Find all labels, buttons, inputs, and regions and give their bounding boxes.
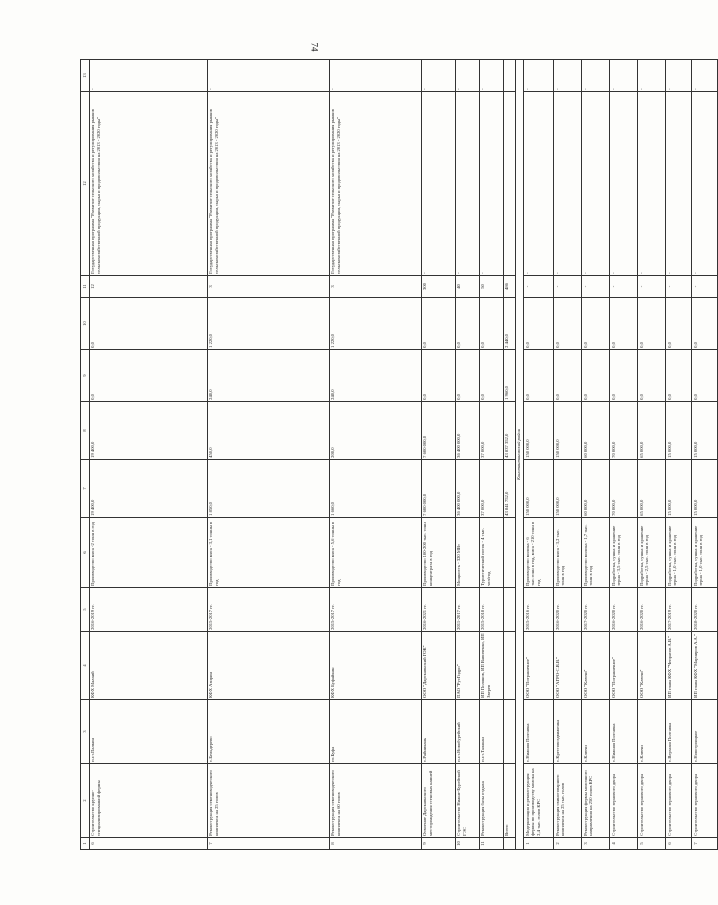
table-cell: -: [692, 276, 718, 298]
table-cell: 15 000,0: [692, 402, 718, 460]
table-cell: Реконструкция фермы молочного направления на 250 голов КРС: [582, 764, 610, 838]
table-row: [479, 60, 503, 850]
table-cell: 9: [421, 838, 455, 850]
table-cell: 2 440,0: [503, 298, 515, 350]
investment-projects-table: [80, 59, 718, 850]
table-cell: 15 000,0: [666, 402, 692, 460]
table-row: [638, 60, 666, 850]
table-cell: [503, 92, 515, 276]
table-cell: Производство 100-200 тыс. тонн концентрата в год: [421, 518, 455, 588]
table-cell: п.г.т.Палкин: [89, 700, 207, 764]
table-cell: [503, 632, 515, 700]
table-row: [421, 60, 455, 850]
table-cell: -: [582, 60, 610, 92]
table-cell: 7 600 000,0: [421, 402, 455, 460]
table-cell: Реконструкция семеноводческого комплекса на 25 голов: [207, 764, 329, 838]
table-cell: 0,0: [610, 298, 638, 350]
table-cell: 0,0: [455, 350, 479, 402]
table-cell: Государственная программа "Развитие сельского хозяйства и регулирования рынков сельскохозяйственной продукции, сырья и продовольствия на 2013 - 2020 годы": [89, 92, 207, 276]
table-cell: -: [421, 92, 455, 276]
table-cell: Подработка, сушка и хранение зерна - 1,0 тыс. тонн в год: [692, 518, 718, 588]
table-cell: 11: [479, 838, 503, 850]
table-cell: -: [582, 276, 610, 298]
table-cell: ООО "Пограничное": [610, 632, 638, 700]
table-cell: 70 000,0: [610, 402, 638, 460]
table-row: [610, 60, 638, 850]
table-cell: 3: [582, 838, 610, 850]
table-cell: 43 837 352,0: [503, 402, 515, 460]
table-cell: 2016-2020 гг.: [638, 588, 666, 632]
table-cell: -: [638, 92, 666, 276]
table-cell: ООО "Пограничное": [524, 632, 554, 700]
table-cell: ИП глава КФХ "Чепрасов А.В.": [666, 632, 692, 700]
table-cell: -: [479, 60, 503, 92]
table-cell: -: [524, 92, 554, 276]
table-cell: ПАО "РусГидро": [455, 632, 479, 700]
table-cell: 0,0: [479, 298, 503, 350]
table-cell: 240,0: [329, 350, 421, 402]
table-cell: 36 400 000,0: [455, 402, 479, 460]
table-cell: с.Нижняя Полтавка: [524, 700, 554, 764]
column-number-cell: 8: [81, 402, 90, 460]
table-cell: -: [554, 60, 582, 92]
table-cell: Производство мяса - 3,2 тыс. тонн в год: [554, 518, 582, 588]
table-cell: 60 000,0: [582, 402, 610, 460]
table-cell: Реконструкция базы отдыха: [479, 764, 503, 838]
table-cell: -: [524, 276, 554, 298]
table-cell: Мощность - 320 МВт: [455, 518, 479, 588]
table-cell: с.Новотроицкое: [692, 700, 718, 764]
table-cell: -: [455, 60, 479, 92]
column-number-cell: 12: [81, 92, 90, 276]
table-cell: 2015-2018 гг.: [479, 588, 503, 632]
table-cell: -: [479, 92, 503, 276]
column-number-cell: 10: [81, 298, 90, 350]
table-cell: 0,0: [421, 350, 455, 402]
table-cell: 7: [692, 838, 718, 850]
table-cell: Строительство зернового двора: [666, 764, 692, 838]
table-cell: -: [207, 60, 329, 92]
table-cell: 2016-2021 гг.: [421, 588, 455, 632]
table-cell: 150 000,0: [554, 402, 582, 460]
table-cell: 0,0: [692, 298, 718, 350]
table-cell: -: [455, 92, 479, 276]
table-cell: п.г.т.Новобурейский: [455, 700, 479, 764]
table-cell: [503, 588, 515, 632]
column-number-cell: 11: [81, 276, 90, 298]
table-cell: 6: [666, 838, 692, 850]
table-cell: 0,0: [638, 298, 666, 350]
table-cell: -: [554, 276, 582, 298]
table-cell: с.Ключи: [582, 700, 610, 764]
table-cell: 15 000,0: [666, 460, 692, 518]
table-cell: 7 600 000,0: [421, 460, 455, 518]
table-cell: 65 000,0: [638, 460, 666, 518]
table-cell: -: [524, 60, 554, 92]
table-cell: Строительство зернового двора: [692, 764, 718, 838]
table-cell: Производство молока - 1,7 тыс. тонн в год: [582, 518, 610, 588]
table-cell: Производство мяса - 5,6 тонны в год: [329, 518, 421, 588]
table-cell: 10: [455, 838, 479, 850]
table-cell: Производство молока - 6 тыс.тонн в год, мяса - 210 тонн в год: [524, 518, 554, 588]
table-cell: 19 400,0: [89, 402, 207, 460]
table-row: [666, 60, 692, 850]
table-row: [524, 60, 554, 850]
table-cell: 0,0: [554, 350, 582, 402]
table-cell: ООО "АГРО-С.В.В.": [554, 632, 582, 700]
table-cell: Освоение Дарскапьского месторождения стеновых камней: [421, 764, 455, 838]
table-cell: -: [610, 276, 638, 298]
rotated-table-wrapper: [80, 60, 704, 850]
table-cell: Всего: [503, 764, 515, 838]
table-cell: 150 000,0: [524, 460, 554, 518]
table-cell: Модернизация и реконструкция фермы по производству молока на 2,4 тыс. голов КРС: [524, 764, 554, 838]
table-cell: Подработка, сушка и хранение зерна - 3,5 тыс. тонн в год: [610, 518, 638, 588]
table-cell: ООО "Ключи": [582, 632, 610, 700]
table-cell: 2015-2017 гг.: [329, 588, 421, 632]
table-cell: 0,0: [666, 350, 692, 402]
table-cell: 5: [638, 838, 666, 850]
table-cell: Строительство Нижне-Бурейской ГЭС: [455, 764, 479, 838]
table-cell: Строительство зернового двора: [610, 764, 638, 838]
table-cell: 0,0: [479, 350, 503, 402]
column-number-row: [81, 60, 90, 850]
table-cell: 37 000,0: [479, 402, 503, 460]
table-cell: [503, 518, 515, 588]
table-cell: 40: [455, 276, 479, 298]
table-cell: -: [666, 60, 692, 92]
table-cell: -: [692, 92, 718, 276]
table-cell: 37 000,0: [479, 460, 503, 518]
table-area: [80, 60, 704, 850]
table-cell: 150 000,0: [554, 460, 582, 518]
table-cell: -: [554, 92, 582, 276]
table-cell: Реконструкция свинотоварного комплекса на 25 тыс. голов: [554, 764, 582, 838]
section-title: Константиновский район: [515, 60, 524, 850]
table-cell: 0,0: [455, 298, 479, 350]
table-body: [81, 60, 718, 850]
table-cell: пт.Буфа: [329, 700, 421, 764]
table-cell: с.Крестовоздвиженка: [554, 700, 582, 764]
table-cell: -: [329, 60, 421, 92]
table-cell: 2017-2020 гг.: [582, 588, 610, 632]
table-cell: 7: [207, 838, 329, 850]
table-cell: -: [638, 276, 666, 298]
table-cell: -: [89, 60, 207, 92]
table-cell: с.Райникань: [421, 700, 455, 764]
table-cell: с.Верхняя Полтавка: [666, 700, 692, 764]
table-cell: КФХ Азирин: [207, 632, 329, 700]
table-cell: 3: [329, 276, 421, 298]
table-cell: 15 000,0: [692, 460, 718, 518]
column-number-cell: 6: [81, 518, 90, 588]
table-cell: 200,0: [329, 402, 421, 460]
table-cell: -: [421, 60, 455, 92]
table-row: [503, 60, 515, 850]
table-cell: Реконструкция семеноводческого комплекса на 60 голов: [329, 764, 421, 838]
table-cell: Строительство зернового двора: [638, 764, 666, 838]
table-cell: 1 220,0: [329, 298, 421, 350]
table-cell: 2016-2020 гг.: [610, 588, 638, 632]
table-row: [554, 60, 582, 850]
column-number-cell: 13: [81, 60, 90, 92]
table-cell: КФХ Буфайкин: [329, 632, 421, 700]
table-cell: 65 000,0: [638, 402, 666, 460]
table-cell: Производство мяса -2 тонн в год: [89, 518, 207, 588]
table-cell: 0,0: [524, 350, 554, 402]
table-row: [582, 60, 610, 850]
table-cell: 43 841 752,0: [503, 460, 515, 518]
table-cell: 60 000,0: [582, 460, 610, 518]
table-cell: 1 660,0: [329, 460, 421, 518]
table-cell: 12: [89, 276, 207, 298]
table-cell: ИП Полянов, ИП Вавиченко, ИП Зверев: [479, 632, 503, 700]
table-cell: ООО "Ключи": [638, 632, 666, 700]
table-cell: 6: [89, 838, 207, 850]
table-cell: 450,0: [207, 402, 329, 460]
table-cell: КФХ Малаий: [89, 632, 207, 700]
table-cell: с.Ключи: [638, 700, 666, 764]
table-cell: 300: [421, 276, 455, 298]
table-cell: 19 400,0: [89, 460, 207, 518]
table-cell: [503, 838, 515, 850]
column-number-cell: 1: [81, 838, 90, 850]
table-cell: Производство мяса - 3,1 тонны в год: [207, 518, 329, 588]
table-cell: 4: [610, 838, 638, 850]
table-row: [692, 60, 718, 850]
table-cell: 36 400 000,0: [455, 460, 479, 518]
section-header-row: [515, 60, 524, 850]
table-row: [329, 60, 421, 850]
table-cell: 0,0: [638, 350, 666, 402]
table-cell: 150 000,0: [524, 402, 554, 460]
table-cell: 0,0: [89, 350, 207, 402]
table-cell: 50: [479, 276, 503, 298]
table-cell: 2016-2019 гг.: [89, 588, 207, 632]
table-cell: 2016-2020 гг.: [554, 588, 582, 632]
table-cell: 0,0: [610, 350, 638, 402]
table-cell: 70 000,0: [610, 460, 638, 518]
table-cell: 1 220,0: [207, 298, 329, 350]
table-cell: 1 850,0: [207, 460, 329, 518]
table-cell: -: [666, 276, 692, 298]
table-cell: -: [666, 92, 692, 276]
table-cell: 486: [503, 276, 515, 298]
table-cell: 0,0: [89, 298, 207, 350]
table-cell: с.Нижняя Полтавка: [610, 700, 638, 764]
table-row: [207, 60, 329, 850]
table-cell: Государственная программа "Развитие сельского хозяйства и регулирования рынков сельскохозяйственной продукции, сырья и продовольствия на 2013 - 2020 годы": [207, 92, 329, 276]
table-cell: 0,0: [666, 298, 692, 350]
table-cell: [503, 60, 515, 92]
table-cell: 1 960,0: [503, 350, 515, 402]
table-cell: 2: [554, 838, 582, 850]
table-cell: 3: [207, 276, 329, 298]
table-cell: Государственная программа "Развитие сельского хозяйства и регулирования рынков сельскохозяйственной продукции, сырья и продовольствия на 2013 - 2020 годы": [329, 92, 421, 276]
table-cell: 0,0: [582, 350, 610, 402]
column-number-cell: 3: [81, 700, 90, 764]
table-cell: 2011-2017 гг.: [455, 588, 479, 632]
column-number-cell: 7: [81, 460, 90, 518]
table-cell: п.г.т.Талакан: [479, 700, 503, 764]
table-cell: 2015-2016 гг.: [524, 588, 554, 632]
table-cell: 0,0: [692, 350, 718, 402]
table-cell: 0,0: [582, 298, 610, 350]
table-cell: -: [610, 60, 638, 92]
page-number: 74: [309, 42, 320, 52]
table-cell: ООО "Дарскапьский ГОК": [421, 632, 455, 700]
table-cell: Подработка, сушка и хранение зерна - 1,0 тыс. тонн в год: [666, 518, 692, 588]
table-cell: 240,0: [207, 350, 329, 402]
table-cell: с.Бельдерево: [207, 700, 329, 764]
table-cell: 2015-2017 гг.: [207, 588, 329, 632]
column-number-cell: 9: [81, 350, 90, 402]
table-cell: ИП глава КФХ "Марчиров А.А.": [692, 632, 718, 700]
table-cell: Туристический поток - 4 тыс. чел/год: [479, 518, 503, 588]
table-cell: -: [610, 92, 638, 276]
table-cell: 0,0: [421, 298, 455, 350]
table-cell: -: [638, 60, 666, 92]
table-cell: 0,0: [554, 298, 582, 350]
table-cell: Подработка, сушка и хранение зерна - 2,5 тыс. тонн в год: [638, 518, 666, 588]
column-number-cell: 5: [81, 588, 90, 632]
column-number-cell: 4: [81, 632, 90, 700]
table-cell: 2018-2020 гг.: [692, 588, 718, 632]
table-cell: 0,0: [524, 298, 554, 350]
table-cell: -: [692, 60, 718, 92]
table-cell: 2017-2019 гг.: [666, 588, 692, 632]
table-row: [89, 60, 207, 850]
table-cell: 1: [524, 838, 554, 850]
table-row: [455, 60, 479, 850]
table-cell: Строительство крупно-специализированной фермы: [89, 764, 207, 838]
table-cell: [503, 700, 515, 764]
table-cell: 8: [329, 838, 421, 850]
table-cell: -: [582, 92, 610, 276]
column-number-cell: 2: [81, 764, 90, 838]
